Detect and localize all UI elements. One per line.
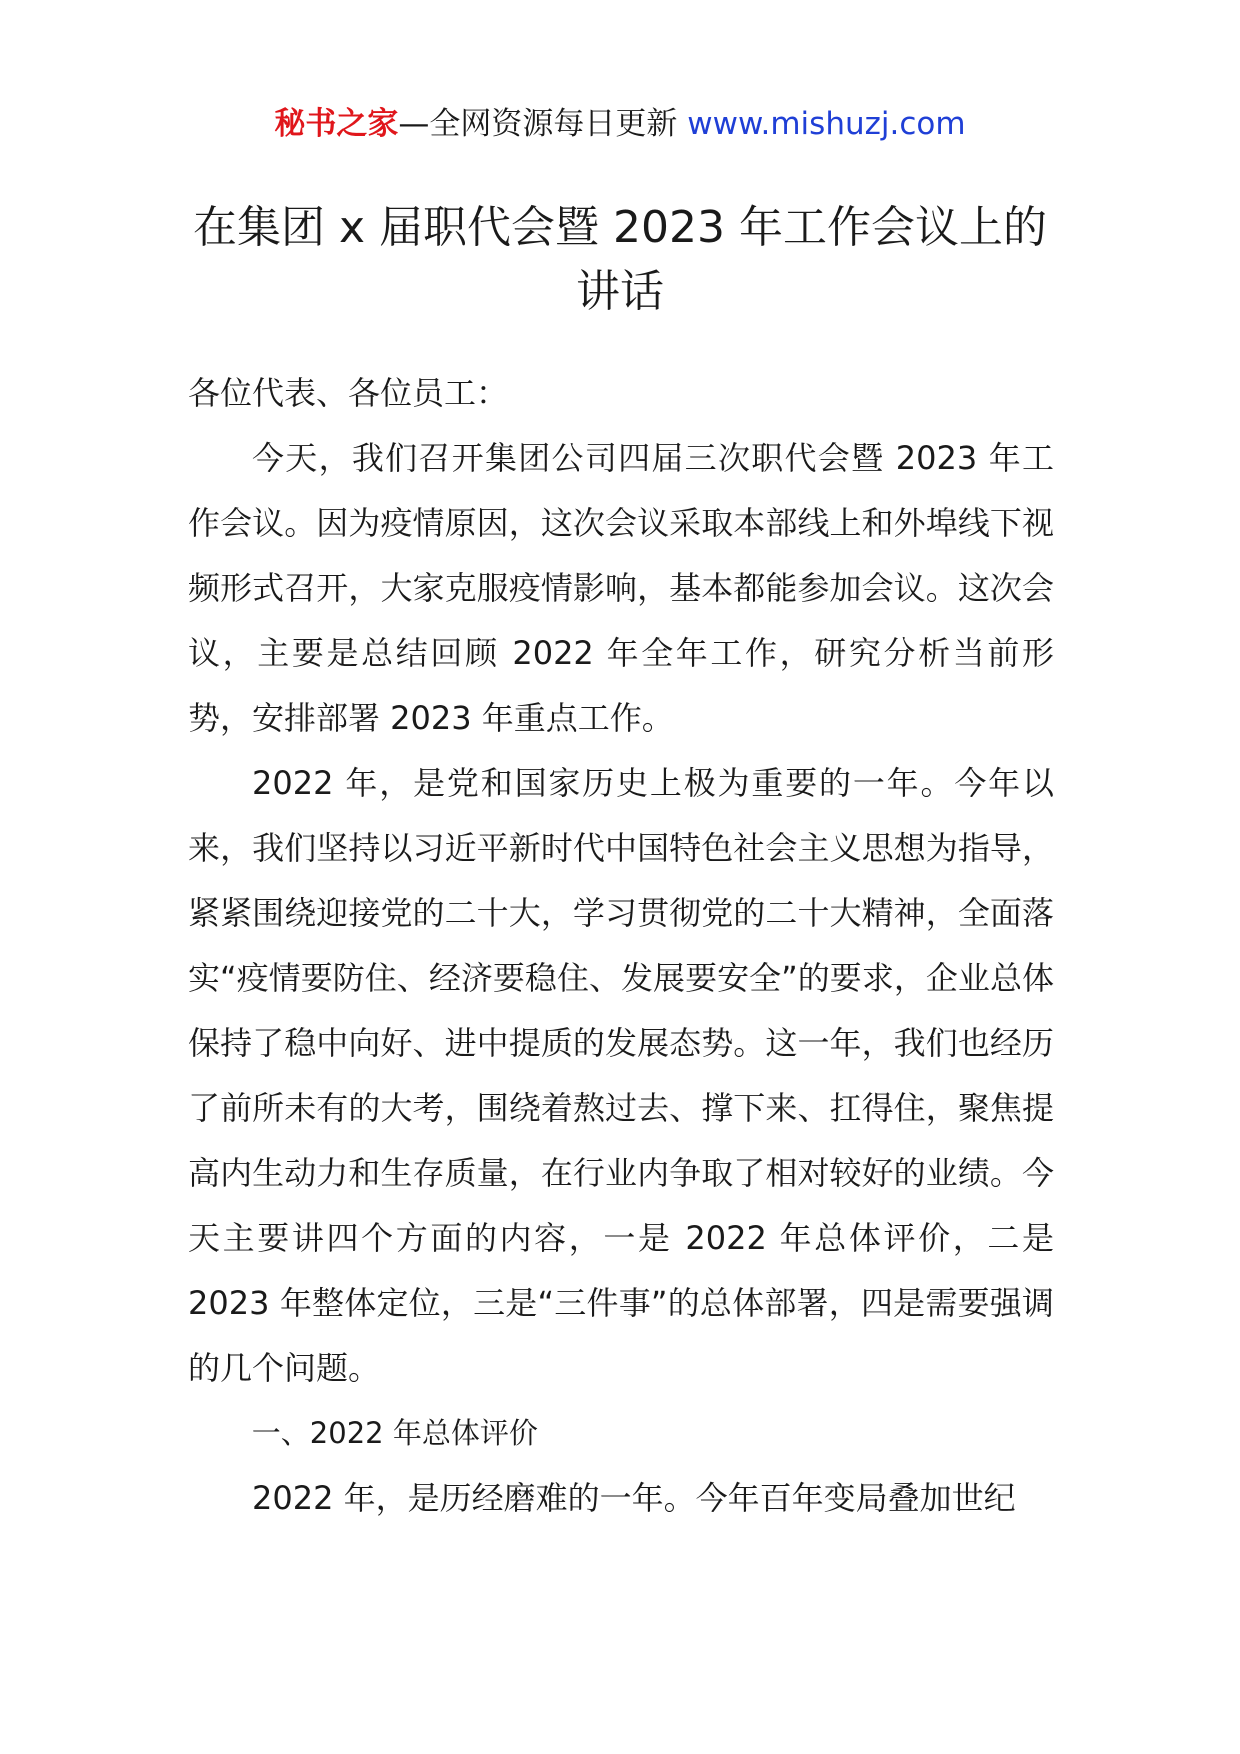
site-name: 秘书之家	[274, 106, 399, 142]
site-slogan: —全网资源每日更新	[398, 106, 688, 142]
salutation: 各位代表、各位员工：	[188, 374, 509, 412]
body-paragraph: 今天，我们召开集团公司四届三次职代会暨 2023 年工作会议。因为疫情原因，这次会议采取本部线上和外埠线下视频形式召开，大家克服疫情影响，基本都能参加会议。这次会议，主要是总结回顾 2022 年全年工作，研究分析当前形势，安排部署 2023 年重点工作。	[188, 439, 1054, 737]
body-paragraph: 2022 年，是历经磨难的一年。今年百年变局叠加世纪	[252, 1479, 1016, 1517]
section-heading: 一、2022 年总体评价	[251, 1416, 538, 1450]
document-title: 在集团 x 届职代会暨 2023 年工作会议上的讲话	[193, 202, 1047, 317]
site-header	[0, 100, 1240, 148]
site-url-link[interactable]: www.mishuzj.com	[687, 106, 966, 142]
document-body	[188, 361, 1054, 1531]
body-paragraph: 2022 年，是党和国家历史上极为重要的一年。今年以来，我们坚持以习近平新时代中国特色社会主义思想为指导，紧紧围绕迎接党的二十大，学习贯彻党的二十大精神，全面落实“疫情要防住、经济要稳住、发展要安全”的要求，企业总体保持了稳中向好、进中提质的发展态势。这一年，我们也经历了前所未有的大考，围绕着熬过去、撑下来、扛得住，聚焦提高内生动力和生存质量，在行业内争取了相对较好的业绩。今天主要讲四个方面的内容，一是 2022 年总体评价，二是 2023 年整体定位，三是“三件事”的总体部署，四是需要强调的几个问题。	[188, 764, 1054, 1387]
